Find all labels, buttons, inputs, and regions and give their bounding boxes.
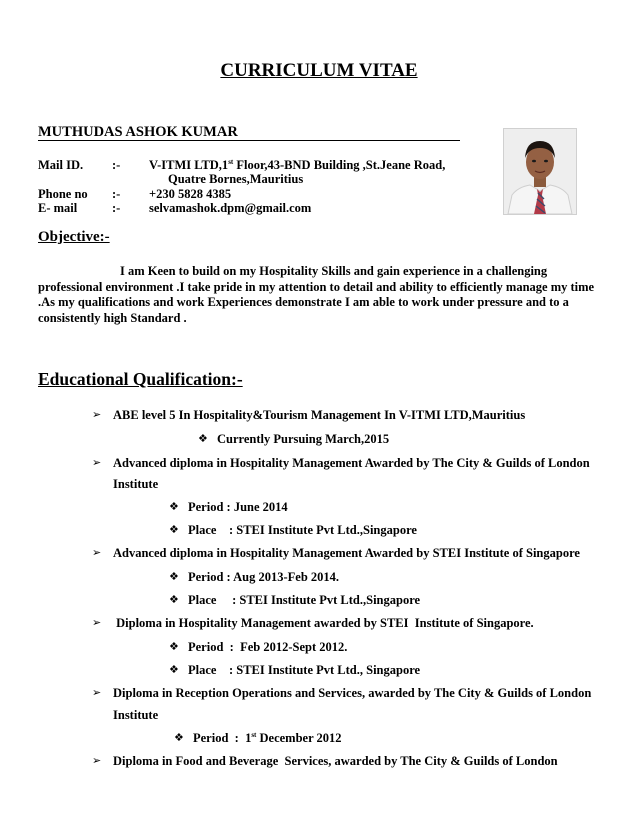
education-detail: Place : STEI Institute Pvt Ltd.,Singapore bbox=[188, 523, 417, 537]
education-item: ABE level 5 In Hospitality&Tourism Management In V-ITMI LTD,Mauritius bbox=[113, 408, 526, 422]
mail-address-line2: Quatre Bornes,Mauritius bbox=[168, 172, 304, 186]
candidate-name: MUTHUDAS ASHOK KUMAR bbox=[38, 124, 460, 141]
arrow-bullet-icon: ➢ bbox=[92, 546, 102, 559]
diamond-bullet-icon: ❖ bbox=[169, 500, 179, 513]
email-separator: :- bbox=[112, 201, 121, 215]
mail-address-line1: V-ITMI LTD,1st Floor,43-BND Building ,St.Jeane Road, bbox=[149, 157, 446, 172]
education-detail: Period : Feb 2012-Sept 2012. bbox=[188, 640, 348, 654]
education-item: Diploma in Hospitality Management awarded by STEI Institute of Singapore. bbox=[113, 616, 534, 630]
diamond-bullet-icon: ❖ bbox=[174, 731, 184, 744]
education-item: Diploma in Food and Beverage Services, awarded by The City & Guilds of London bbox=[113, 754, 558, 768]
education-item: Advanced diploma in Hospitality Management Awarded by STEI Institute of Singapore bbox=[113, 546, 580, 560]
education-detail: Period : Aug 2013-Feb 2014. bbox=[188, 570, 340, 584]
education-detail: Period : June 2014 bbox=[188, 500, 288, 514]
objective-heading: Objective:- bbox=[38, 229, 110, 245]
diamond-bullet-icon: ❖ bbox=[169, 523, 179, 536]
education-item-continuation: Institute bbox=[113, 477, 159, 491]
education-detail: Place : STEI Institute Pvt Ltd.,Singapore bbox=[188, 593, 421, 607]
email-label: E- mail bbox=[38, 201, 78, 215]
diamond-bullet-icon: ❖ bbox=[169, 570, 179, 583]
diamond-bullet-icon: ❖ bbox=[169, 593, 179, 606]
education-item: Diploma in Reception Operations and Services, awarded by The City & Guilds of London bbox=[113, 686, 592, 700]
mail-label: Mail ID. bbox=[38, 158, 84, 172]
arrow-bullet-icon: ➢ bbox=[92, 686, 102, 699]
arrow-bullet-icon: ➢ bbox=[92, 616, 102, 629]
education-detail: Period : 1st December 2012 bbox=[193, 730, 342, 745]
objective-text: I am Keen to build on my Hospitality Skills and gain experience in a challenging professional environment .I take pride in my attention to detail and ability to efficiently manage my time .As my qualifications and work Experiences demonstrate I am able to work under pressure and to a consistently high Standard . bbox=[38, 264, 595, 325]
education-item-continuation: Institute bbox=[113, 708, 159, 722]
education-detail: Place : STEI Institute Pvt Ltd., Singapore bbox=[188, 663, 421, 677]
diamond-bullet-icon: ❖ bbox=[198, 432, 208, 445]
phone-label: Phone no bbox=[38, 187, 88, 201]
education-item: Advanced diploma in Hospitality Management Awarded by The City & Guilds of London bbox=[113, 456, 590, 470]
arrow-bullet-icon: ➢ bbox=[92, 456, 102, 469]
page-title: CURRICULUM VITAE bbox=[220, 60, 418, 81]
phone-separator: :- bbox=[112, 187, 121, 201]
education-detail: Currently Pursuing March,2015 bbox=[217, 432, 390, 446]
mail-separator: :- bbox=[112, 158, 121, 172]
diamond-bullet-icon: ❖ bbox=[169, 663, 179, 676]
email-value: selvamashok.dpm@gmail.com bbox=[149, 201, 312, 215]
profile-photo bbox=[503, 128, 577, 215]
arrow-bullet-icon: ➢ bbox=[92, 754, 102, 767]
phone-value: +230 5828 4385 bbox=[149, 187, 232, 201]
diamond-bullet-icon: ❖ bbox=[169, 640, 179, 653]
education-heading: Educational Qualification:- bbox=[38, 369, 243, 389]
arrow-bullet-icon: ➢ bbox=[92, 408, 102, 421]
